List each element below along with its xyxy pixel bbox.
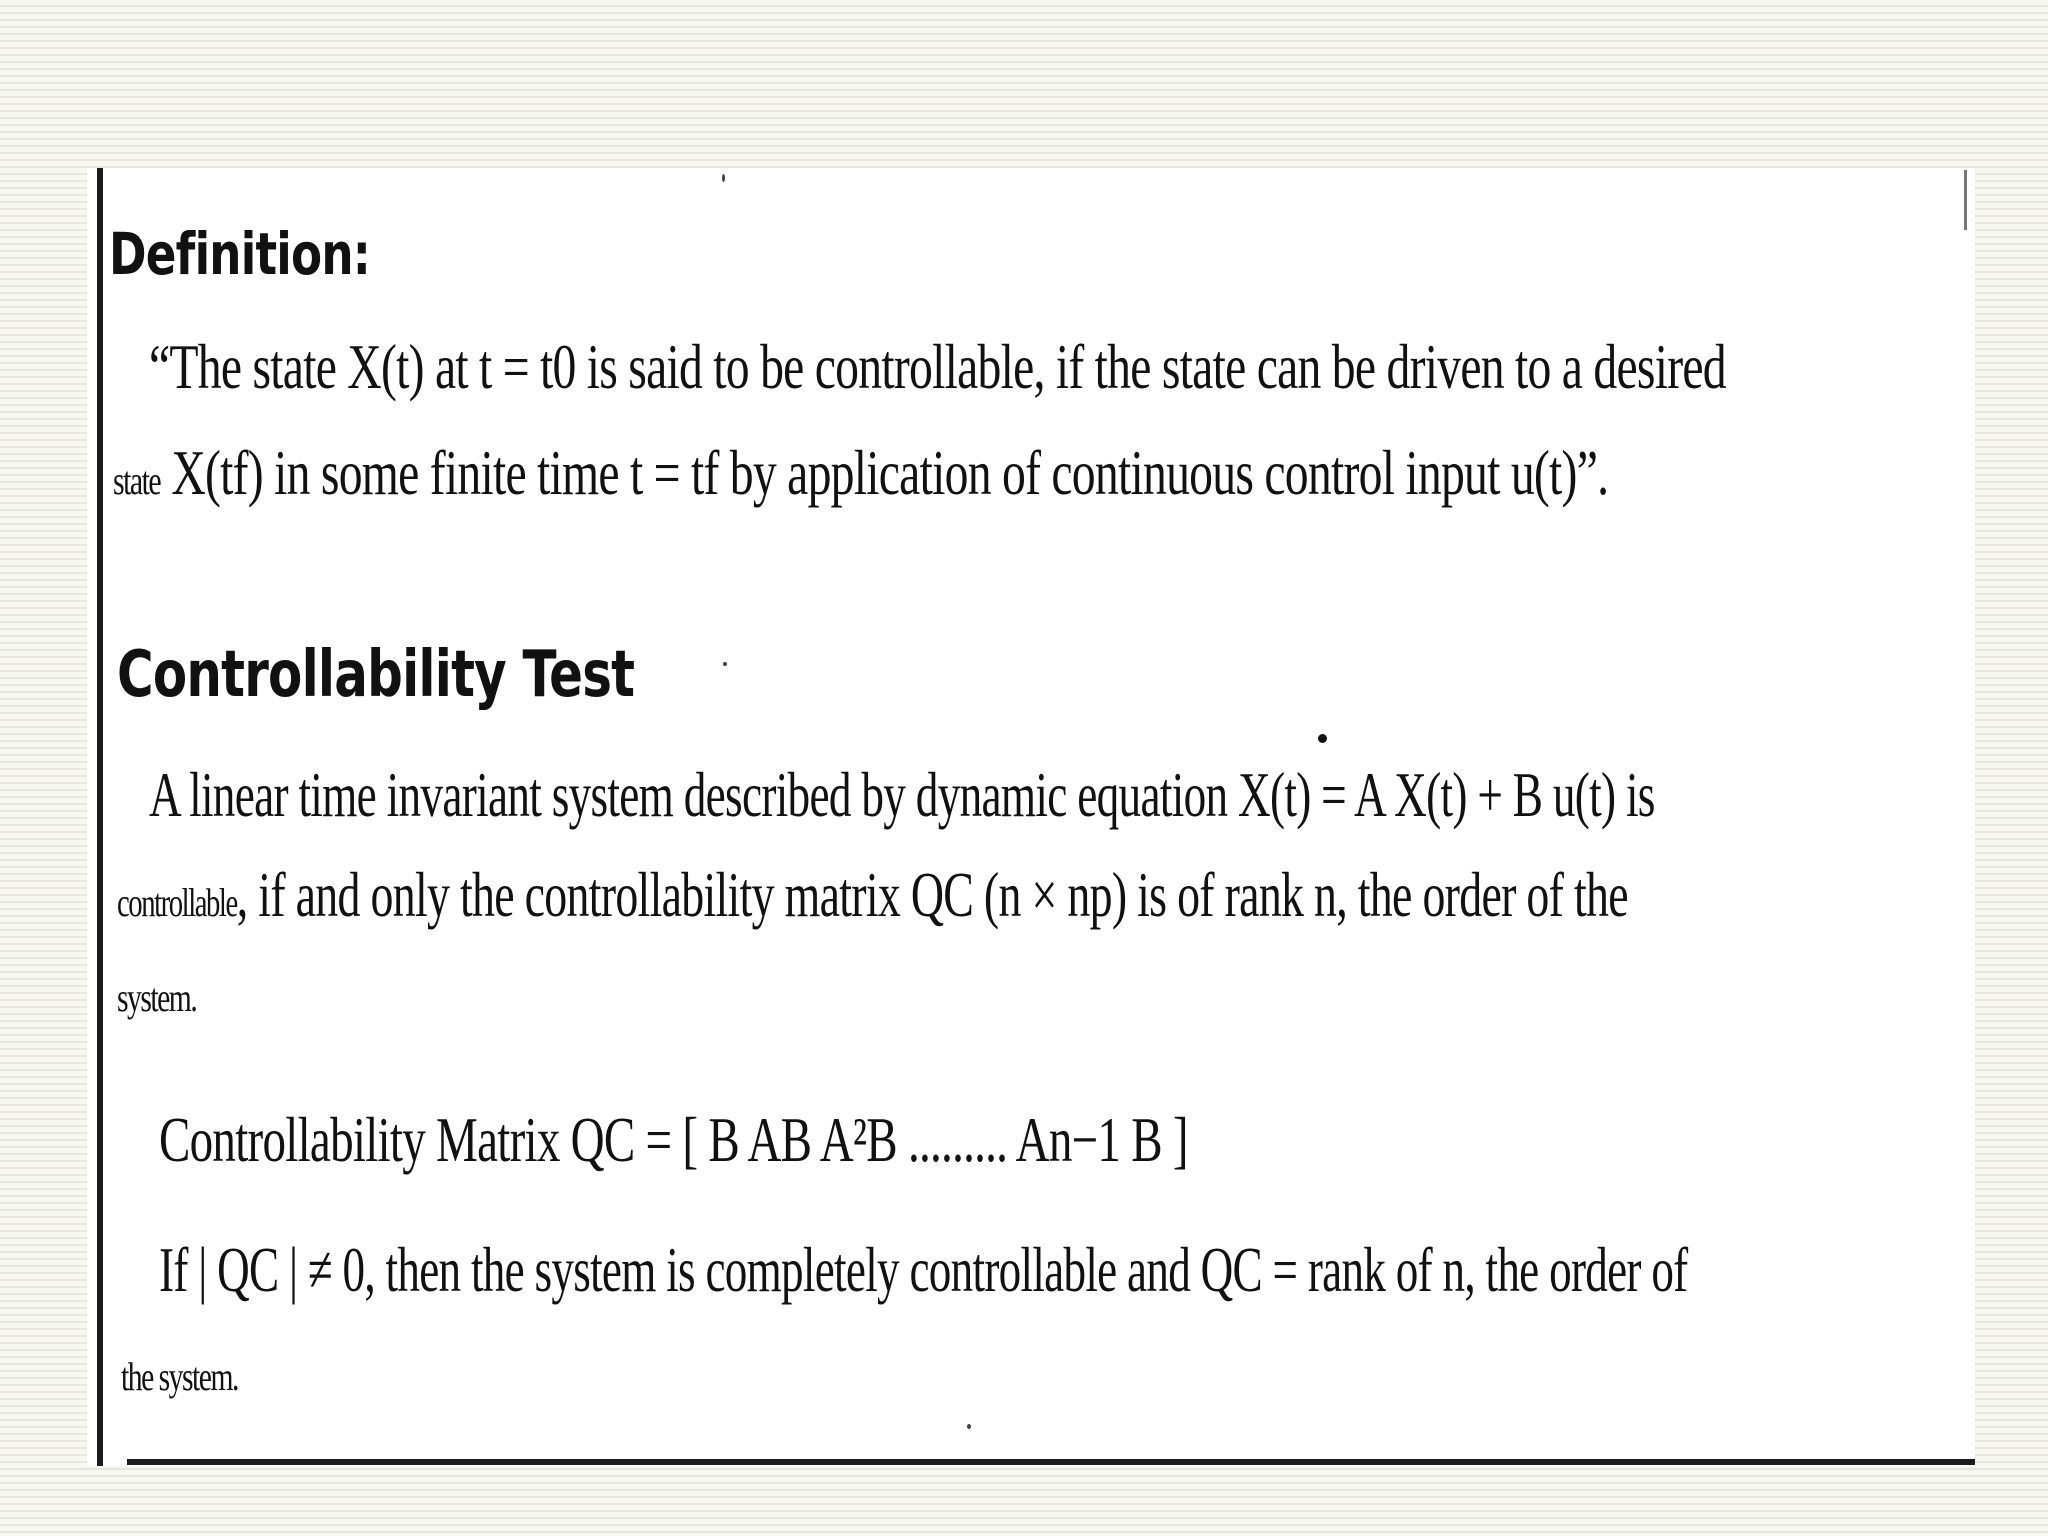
controllability-test-heading: Controllability Test — [117, 638, 635, 712]
page-right-border — [1964, 170, 1967, 230]
definition-text-line-1: “The state X(t) at t = t0 is said to be controllable, if the state can be driven to a desired — [149, 331, 1726, 402]
scan-speck — [722, 174, 725, 182]
controllability-matrix-formula: Controllability Matrix QC = [ B AB A²B ......... An−1 B ] — [159, 1104, 1188, 1175]
test-text-line-3: system. — [117, 975, 197, 1020]
test-line-2-rest: , if and only the controllability matrix QC (n × np) is of rank n, the order of the — [236, 859, 1628, 930]
test-text-line-2 — [117, 858, 1628, 932]
scan-speck — [723, 662, 727, 666]
page-bottom-border — [127, 1459, 1975, 1465]
scan-speck — [967, 1424, 971, 1429]
test-line-2-lead: controllable — [117, 880, 237, 925]
condition-text-line-1: If | QC | ≠ 0, then the system is completely controllable and QC = rank of n, the order of — [159, 1234, 1688, 1305]
condition-text-line-2: the system. — [121, 1354, 238, 1399]
definition-text-line-2 — [113, 436, 1608, 510]
definition-line-2-lead: state — [113, 458, 161, 503]
definition-line-2-rest: X(tf) in some finite time t = tf by application of continuous control input u(t)”. — [160, 437, 1609, 508]
derivative-dot — [1318, 734, 1327, 743]
document-scan — [87, 168, 1975, 1466]
test-text-line-1: A linear time invariant system described by dynamic equation X(t) = A X(t) + B u(t) is — [149, 759, 1655, 830]
definition-heading: Definition: — [109, 220, 371, 288]
page-left-border — [97, 168, 103, 1466]
